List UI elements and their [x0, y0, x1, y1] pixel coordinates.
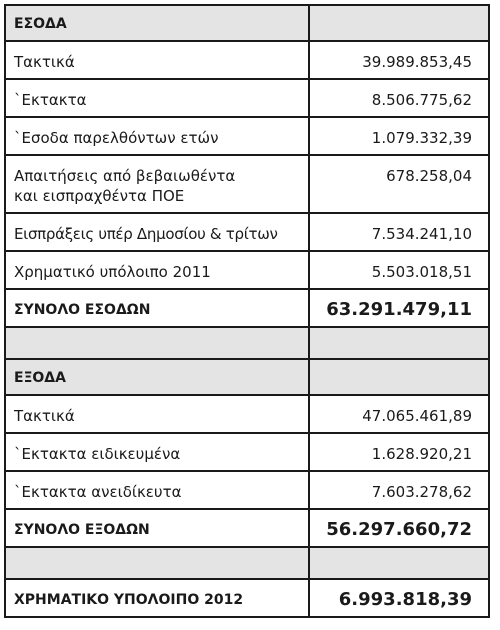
table-row: [5, 213, 489, 251]
table-row: [5, 433, 489, 471]
income-header: ΕΣΟΔΑ: [5, 5, 309, 41]
financial-summary-table: [4, 4, 490, 618]
table-row: [5, 79, 489, 117]
spacer-row: [5, 547, 489, 579]
expenses-total-label: ΣΥΝΟΛΟ ΕΞΟΔΩΝ: [5, 509, 309, 547]
row-label: `Εκτακτα: [5, 79, 309, 117]
row-label: `Εκτακτα ανειδίκευτα: [5, 471, 309, 509]
balance-value: 6.993.818,39: [309, 579, 489, 617]
spacer-cell: [5, 547, 309, 579]
table-row: [5, 251, 489, 289]
row-value: 7.603.278,62: [309, 471, 489, 509]
spacer-row: [5, 327, 489, 359]
row-label: Χρηματικό υπόλοιπο 2011: [5, 251, 309, 289]
row-value: 1.628.920,21: [309, 433, 489, 471]
row-value: 7.534.241,10: [309, 213, 489, 251]
row-value: 5.503.018,51: [309, 251, 489, 289]
balance-label: ΧΡΗΜΑΤΙΚΟ ΥΠΟΛΟΙΠΟ 2012: [5, 579, 309, 617]
row-value: 8.506.775,62: [309, 79, 489, 117]
expenses-total-value: 56.297.660,72: [309, 509, 489, 547]
income-header-row: [5, 5, 489, 41]
table-row: [5, 471, 489, 509]
income-total-label: ΣΥΝΟΛΟ ΕΣΟΔΩΝ: [5, 289, 309, 327]
row-label: Τακτικά: [5, 395, 309, 433]
table-row: [5, 41, 489, 79]
table-row: [5, 155, 489, 213]
expenses-header-row: [5, 359, 489, 395]
expenses-total-row: [5, 509, 489, 547]
expenses-header: ΕΞΟΔΑ: [5, 359, 309, 395]
expenses-header-blank: [309, 359, 489, 395]
row-value: 47.065.461,89: [309, 395, 489, 433]
row-value: 1.079.332,39: [309, 117, 489, 155]
spacer-cell: [5, 327, 309, 359]
row-label: `Εκτακτα ειδικευμένα: [5, 433, 309, 471]
row-value: 678.258,04: [309, 155, 489, 213]
spacer-cell: [309, 547, 489, 579]
row-label: Εισπράξεις υπέρ Δημοσίου & τρίτων: [5, 213, 309, 251]
income-header-blank: [309, 5, 489, 41]
income-total-value: 63.291.479,11: [309, 289, 489, 327]
table-row: [5, 395, 489, 433]
spacer-cell: [309, 327, 489, 359]
income-total-row: [5, 289, 489, 327]
balance-row: [5, 579, 489, 617]
table-row: [5, 117, 489, 155]
row-label: Τακτικά: [5, 41, 309, 79]
row-label: `Εσοδα παρελθόντων ετών: [5, 117, 309, 155]
row-label: Απαιτήσεις από βεβαιωθέντα και εισπραχθέντα ΠΟΕ: [5, 155, 309, 213]
row-value: 39.989.853,45: [309, 41, 489, 79]
